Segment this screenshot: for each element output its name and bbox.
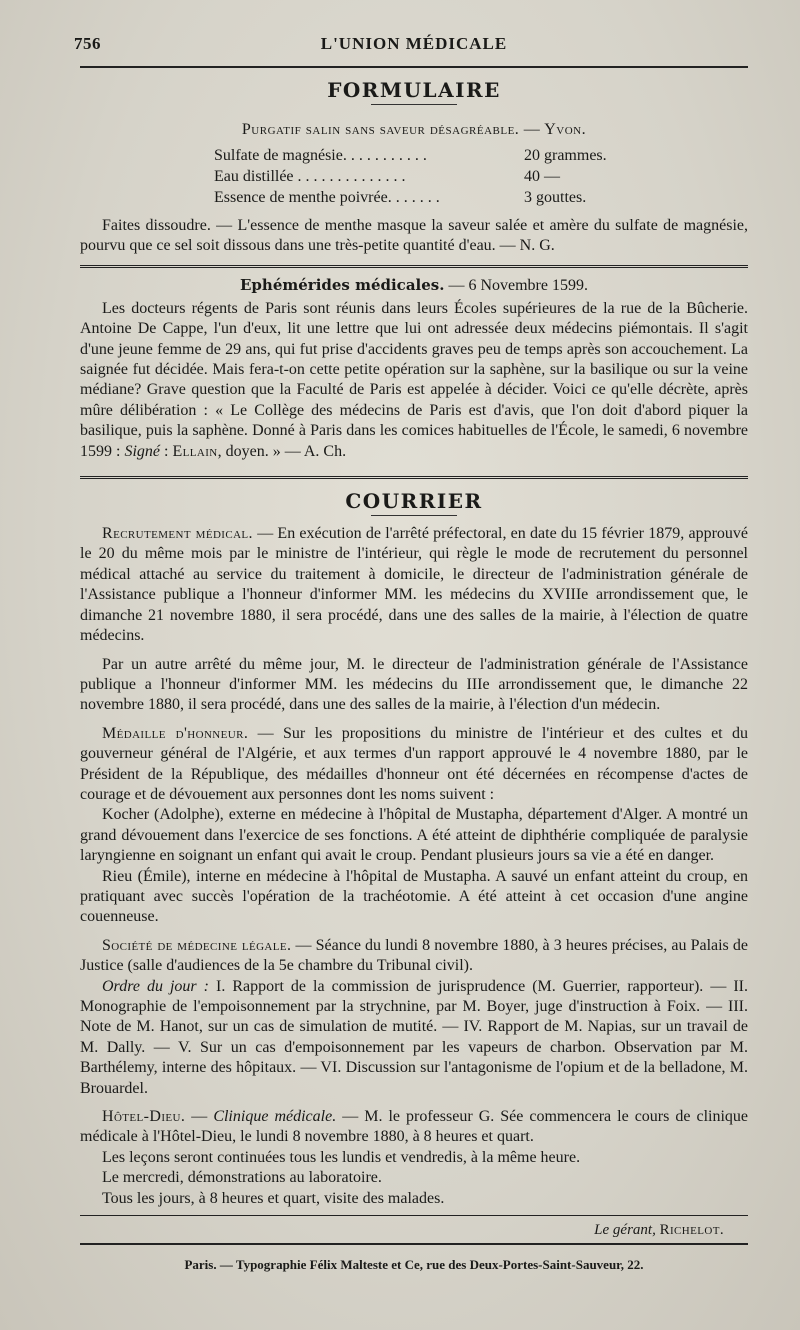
hotel-dieu-mercredi: Le mercredi, démonstrations au laboratoire. (102, 1169, 382, 1187)
hotel-dieu-text: — M. le professeur G. Sée commencera le cours de clinique médicale à l'Hôtel-Dieu, le lundi 8 novembre 1880, à 8 heures et quart. (80, 1108, 749, 1146)
ingredient-row (214, 166, 644, 187)
ingredient-name: Essence de menthe poivrée. . . . . . . (214, 189, 440, 206)
hotel-dieu-paragraph (80, 1107, 748, 1148)
imprint-line: Paris. — Typographie Félix Malteste et Ce, rue des Deux-Portes-Saint-Sauveur, 22. (184, 1257, 644, 1273)
ingredient-amount: 40 — (524, 168, 560, 185)
ordre-text: I. Rapport de la commission de jurisprudence (M. Guerrier, rapporteur). — II. Monographie de l'empoisonnement par la strychnine, par M. Boyer, juge d'instruction à Foix. — III. Note de M. Hanot, sur un cas de simulation de mutité. — IV. Rapport de M. Napias, sur un travail de M. Dally. — V. Sur un cas d'empoisonnement par les vapeurs de charbon. Observation par M. Barthélemy, interne des hôpitaux. — VI. Discussion sur l'antagonisme de l'opium et de la belladone, M. Brouardel. (80, 977, 748, 1097)
courrier-heading: COURRIER (345, 489, 483, 514)
medaille-text: — Sur les propositions du ministre de l'intérieur et des cultes et du gouverneur général de l'Algérie, et aux termes d'un rapport approuvé le 4 novembre 1880, par le Président de la République, des médailles d'honneur ont été décernées en récompense d'actes de courage et de dévouement aux personnes dont les noms suivent : (80, 724, 749, 803)
ephemerides-body: Les docteurs régents de Paris sont réunis dans leurs Écoles supérieures de la rue de la Bûcherie. Antoine De Cappe, l'un d'eux, lit une lettre que lui ont adressée deux médecins piémontais. Il s'agit d'une jeune femme de 29 ans, qui fut prise d'accidents graves peu de temps après son accouchement. La saignée fut décidée. Mais fera-t-on cette petite opération sur la saphène, sur la basilique ou sur la veine médiane? Grave question que la Faculté de Paris est appelée à décider. Voici ce qu'elle décrète, après mûre délibération : « Le Collège des médecins de Paris est d'avis, que l'on doit d'abord piquer la basilique, puis la saphène. Donné à Paris dans les comices habituelles de l'École, le samedi, 6 novembre 1599 : (80, 299, 748, 460)
formula-ingredients (214, 145, 644, 208)
hotel-dieu-visite: Tous les jours, à 8 heures et quart, visite des malades. (102, 1189, 445, 1207)
recrutement-text: — En exécution de l'arrêté préfectoral, en date du 15 février 1879, approuvé le 20 du même mois par le ministre de l'intérieur, qui règle le mode de recrutement du personnel médical attaché au service du traitement à domicile, le directeur de l'administration générale de l'Assistance publique a l'honneur d'informer MM. les médecins du XVIIIe arrondissement que, le dimanche 21 novembre 1880, il sera procédé, dans une des salles de la mairie, à l'élection de quatre médecins. (80, 525, 748, 645)
formula-title: Purgatif salin sans saveur désagréable. — Yvon. (241, 121, 587, 138)
ingredient-row (214, 187, 644, 208)
ephemerides-title (80, 276, 748, 295)
footer-rule (80, 1215, 748, 1216)
ordre-du-jour (80, 977, 748, 1099)
gerant-name: Richelot. (659, 1222, 724, 1239)
ingredient-amount: 20 grammes. (524, 147, 607, 164)
medaille-paragraph (80, 724, 748, 806)
ephemerides-closing: , doyen. » — A. Ch. (217, 442, 347, 460)
gerant-signature (80, 1222, 748, 1239)
societe-label: Société de médecine légale. (102, 936, 292, 954)
medaille-label: Médaille d'honneur. (102, 724, 249, 742)
clinique-label: Clinique médicale. (213, 1108, 337, 1126)
societe-paragraph (80, 936, 748, 977)
ingredient-name: Eau distillée . . . . . . . . . . . . . . (214, 168, 406, 185)
societe-text: — Séance du lundi 8 novembre 1880, à 3 heures précises, au Palais de Justice (salle d'audiences de la 5e chambre du Tribunal civil). (80, 936, 748, 975)
heading-underline (371, 104, 457, 105)
section-rule (80, 265, 748, 268)
imprint-rule (80, 1243, 748, 1245)
formula-note: Faites dissoudre. — L'essence de menthe masque la saveur salée et amère du sulfate de magnésie, pourvu que ce sel soit dissous dans une très-petite quantité d'eau. — N. G. (80, 217, 748, 255)
ellain-name: Ellain (172, 442, 218, 460)
signe-label: Signé (124, 442, 160, 460)
ingredient-amount: 3 gouttes. (524, 189, 587, 206)
ordre-label: Ordre du jour : (102, 977, 209, 995)
journal-title: L'UNION MÉDICALE (320, 34, 508, 53)
dash: — (185, 1108, 214, 1126)
ephemerides-title-bold: Ephémérides médicales. (240, 275, 445, 294)
hotel-dieu-label: Hôtel-Dieu. (102, 1108, 186, 1126)
formulaire-heading: FORMULAIRE (327, 78, 501, 102)
ephemerides-date: — 6 Novembre 1599. (444, 276, 588, 294)
hotel-dieu-lecons: Les leçons seront continuées tous les lundis et vendredis, à la même heure. (102, 1148, 581, 1166)
recrutement-paragraph (80, 524, 748, 646)
recrutement-label: Recrutement médical. (102, 525, 253, 543)
ingredient-name: Sulfate de magnésie. . . . . . . . . . . (214, 147, 427, 164)
running-head (74, 30, 748, 60)
medaille-kocher: Kocher (Adolphe), externe en médecine à l'hôpital de Mustapha, département d'Alger. A montré un grand dévouement dans l'exercice de ses fonctions. A été atteint de diphthérie compliquée de paralysie laryngienne en soignant un enfant qui avait le croup. Pendant plusieurs jours sa vie a été en danger. (80, 806, 748, 865)
gerant-label: Le gérant, (594, 1222, 656, 1239)
header-rule (80, 66, 748, 68)
page-number: 756 (74, 34, 101, 53)
section-rule (80, 476, 748, 479)
ephemerides-text (80, 299, 748, 462)
ingredient-row (214, 145, 644, 166)
medaille-rieu: Rieu (Émile), interne en médecine à l'hôpital de Mustapha. A sauvé un enfant atteint du croup, en pratiquant avec succès l'opération de la trachéotomie. A été atteint à cet occasion d'une angine couenneuse. (80, 867, 748, 926)
recrutement-paragraph-2: Par un autre arrêté du même jour, M. le directeur de l'administration générale de l'Assistance publique a l'honneur d'informer MM. les médecins du IIIe arrondissement que, le dimanche 22 novembre 1880, il sera procédé, dans une des salles de la mairie, à l'élection d'un médecin. (80, 655, 748, 714)
colon: : (160, 442, 173, 460)
